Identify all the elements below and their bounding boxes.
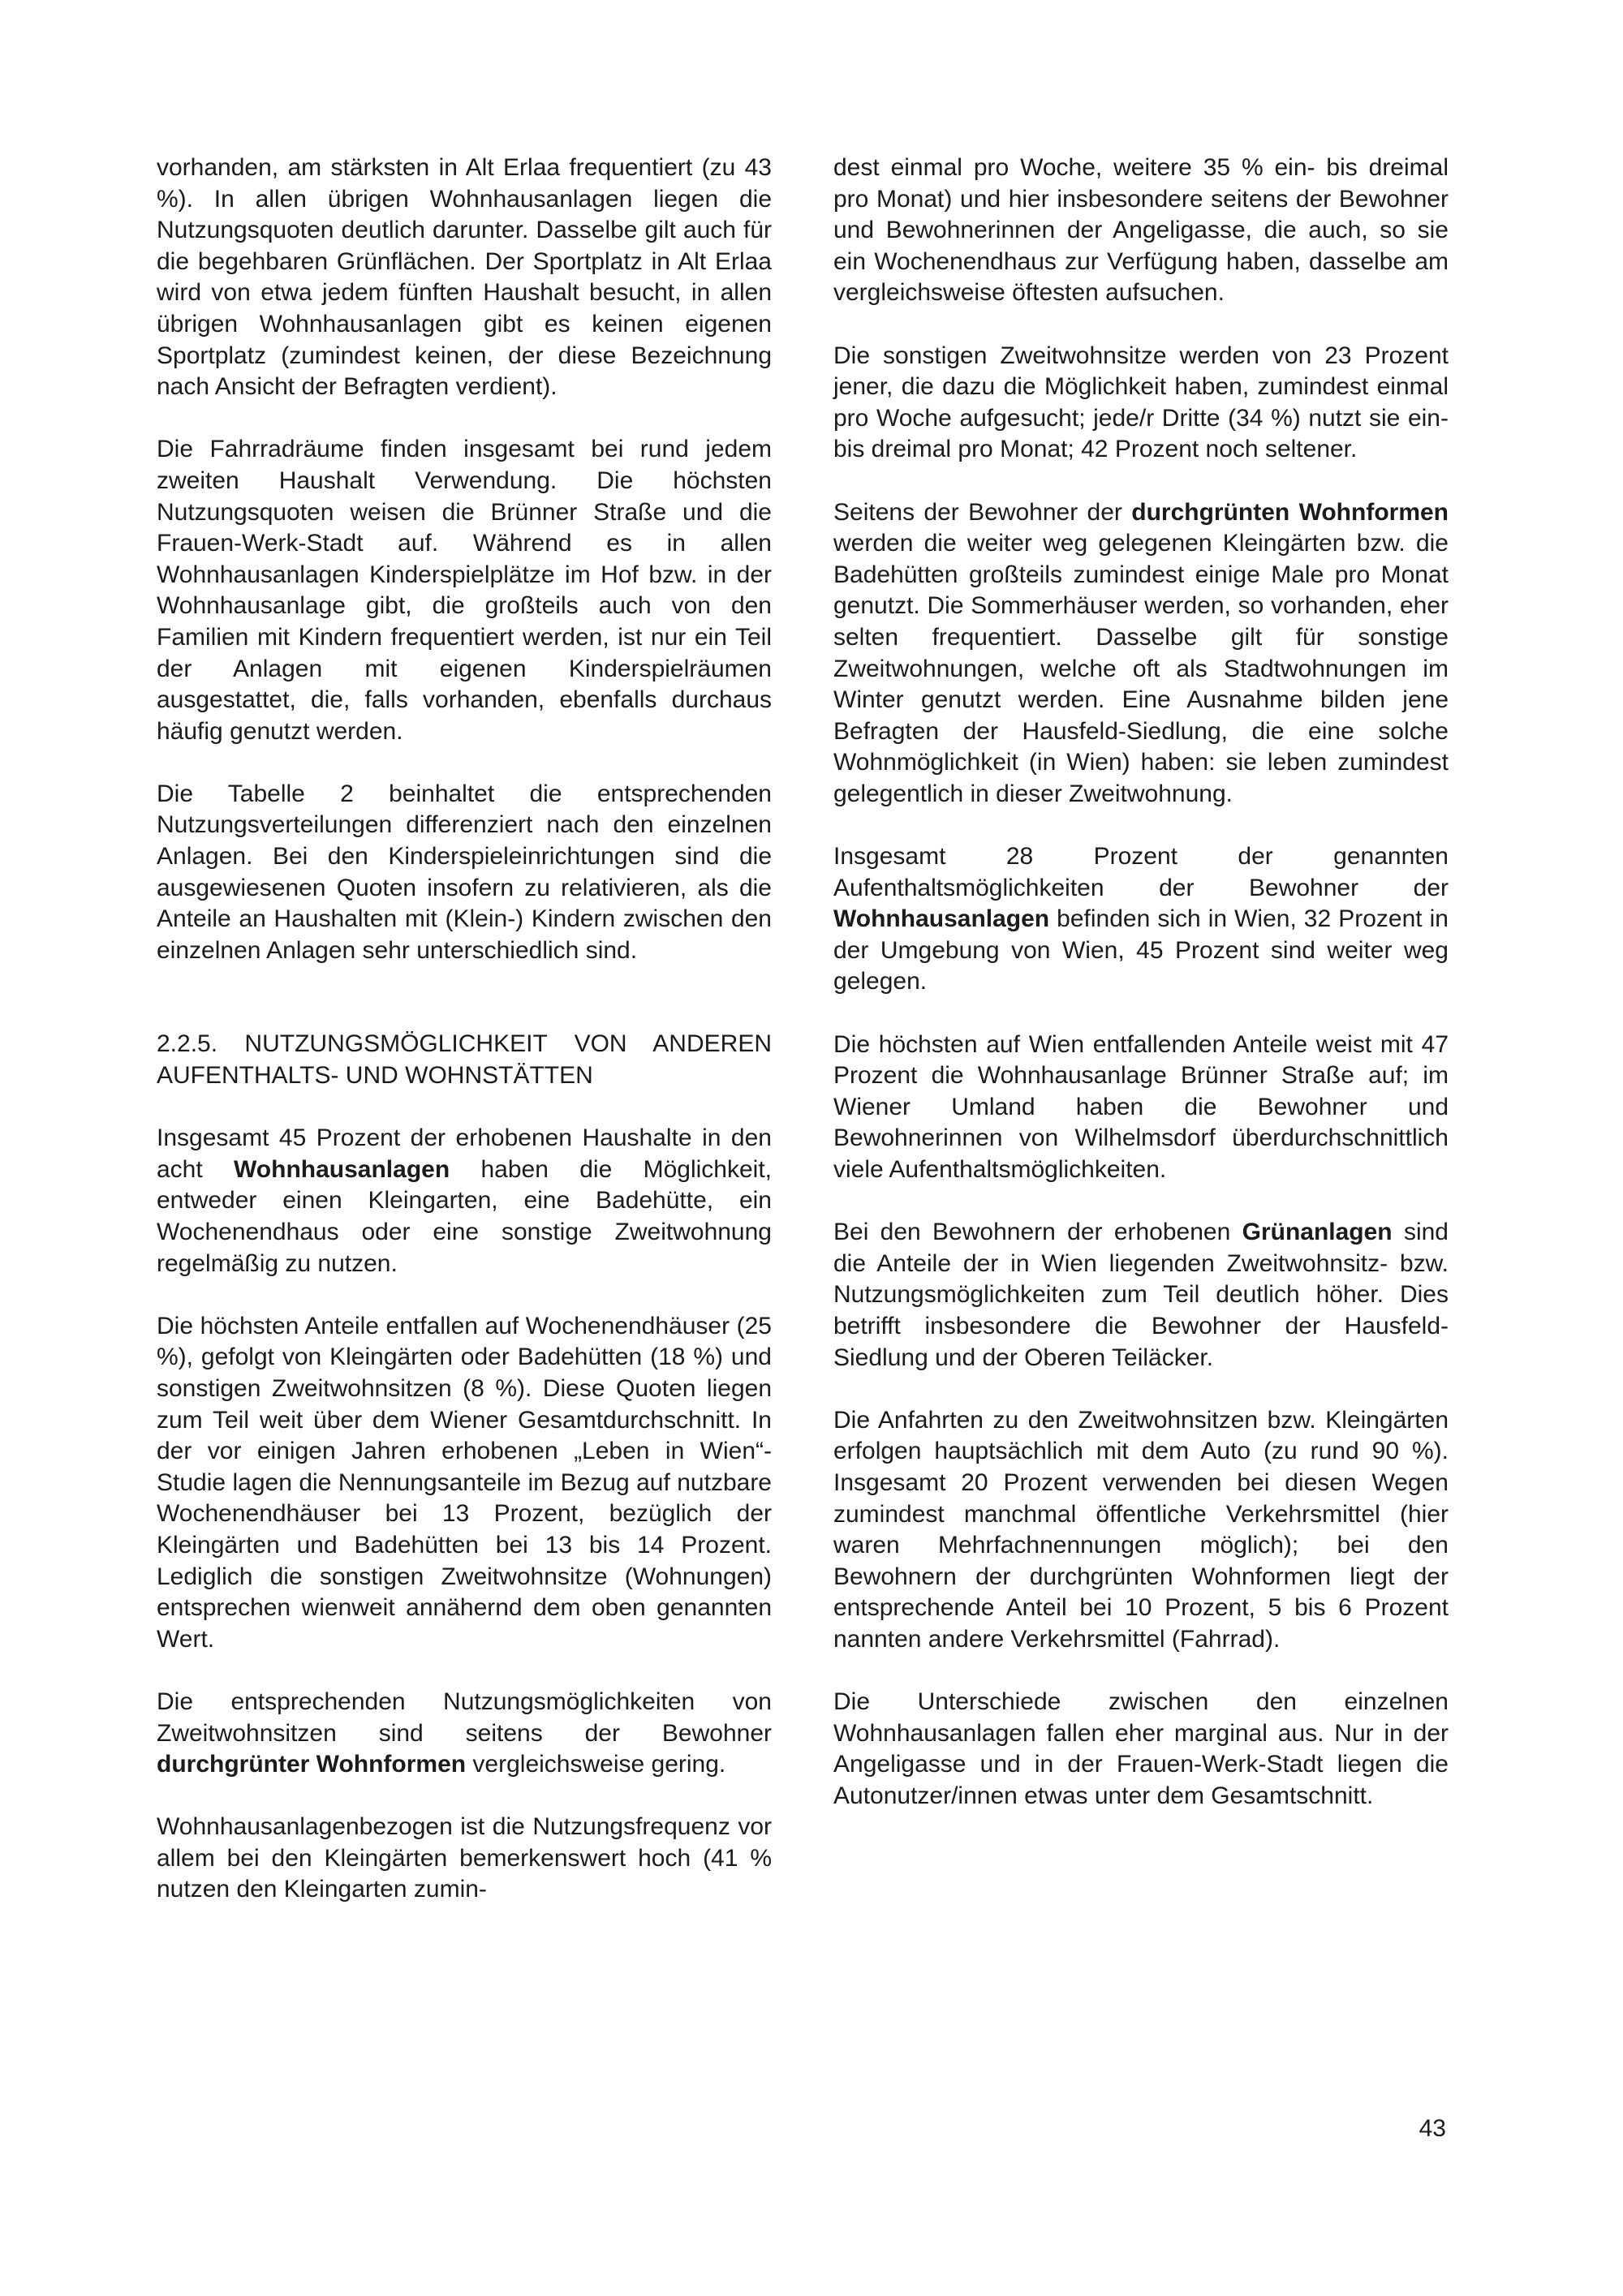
paragraph-text: Die entsprechenden Nutzungsmöglichkeiten von Zweitwohnsitzen sind seitens der Bewohner bbox=[157, 1688, 772, 1747]
paragraph: Die Fahrradräume finden insgesamt bei rund jedem zweiten Haushalt Verwendung. Die höchsten Nutzungsquoten weisen die Brünner Straße und die Frauen-Werk-Stadt auf. Während es in allen Wohnhausanlagen Kinderspielplätze im Hof bzw. in der Wohnhausanlage gibt, die großteils auch von den Familien mit Kindern frequentiert werden, ist nur ein Teil der Anlagen mit eigenen Kinderspielräumen ausgestattet, die, falls vorhanden, ebenfalls durchaus häufig genutzt werden. bbox=[157, 436, 772, 745]
paragraph: Die Tabelle 2 beinhaltet die entsprechenden Nutzungsverteilungen differenziert nach den einzelnen Anlagen. Bei den Kinderspieleinrichtungen sind die ausgewiesenen Quoten insofern zu relativieren, als die Anteile an Haushalten mit (Klein-) Kindern zwischen den einzelnen Anlagen sehr unterschiedlich sind. bbox=[157, 780, 772, 964]
paragraph: Die höchsten auf Wien entfallenden Anteile weist mit 47 Prozent die Wohnhausanlage Brünner Straße auf; im Wiener Umland haben die Bewohner und Bewohnerinnen von Wilhelmsdorf überdurchschnittlich viele Aufenthaltsmöglichkeiten. bbox=[833, 1030, 1449, 1183]
paragraph-text: Insgesamt 28 Prozent der genannten Aufenthaltsmöglichkeiten der Bewohner der bbox=[833, 843, 1449, 901]
paragraph bbox=[157, 1123, 772, 1279]
page-number: 43 bbox=[1419, 2115, 1446, 2142]
paragraph bbox=[157, 1687, 772, 1781]
paragraph: Die höchsten Anteile entfallen auf Wochenendhäuser (25 %), gefolgt von Kleingärten oder Badehütten (18 %) und sonstigen Zweitwohnsitzen (8 %). Diese Quoten liegen zum Teil weit über dem Wiener Gesamtdurchschnitt. In der vor einigen Jahren erhobenen „Leben in Wien“-Studie lagen die Nennungsanteile im Bezug auf nutzbare Wochenendhäuser bei 13 Prozent, bezüglich der Kleingärten und Badehütten bei 13 bis 14 Prozent. Lediglich die sonstigen Zweitwohnsitze (Wohnungen) entsprechen wienweit annähernd dem oben genannten Wert. bbox=[157, 1312, 772, 1653]
emphasis-text: Wohnhausanlagen bbox=[833, 905, 1050, 933]
paragraph-text: haben die Möglichkeit, entweder einen Kleingarten, eine Badehütte, ein Wochenendhaus oder eine sonstige Zweitwohnung regelmäßig zu nutzen. bbox=[157, 1155, 772, 1277]
paragraph: Die Unterschiede zwischen den einzelnen Wohnhausanlagen fallen eher marginal aus. Nur in der Angeligasse und in der Frauen-Werk-Stadt liegen die Autonutzer/innen etwas unter dem Gesamtschnitt. bbox=[833, 1688, 1449, 1809]
paragraph-text: werden die weiter weg gelegenen Kleingärten bzw. die Badehütten großteils zumindest einige Male pro Monat genutzt. Die Sommerhäuser werden, so vorhanden, eher selten frequentiert. Dasselbe gilt für sonstige Zweitwohnungen, welche oft als Stadtwohnungen im Winter genutzt werden. Eine Ausnahme bilden jene Befragten der Hausfeld-Siedlung, die eine solche Wohnmöglichkeit (in Wien) haben: sie leben zumindest gelegentlich in dieser Zweitwohnung. bbox=[833, 530, 1449, 807]
paragraph: vorhanden, am stärksten in Alt Erlaa frequentiert (zu 43 %). In allen übrigen Wohnhausanlagen liegen die Nutzungsquoten deutlich darunter. Dasselbe gilt auch für die begehbaren Grünflächen. Der Sportplatz in Alt Erlaa wird von etwa jedem fünften Haushalt besucht, in allen übrigen Wohnhausanlagen gibt es keinen eigenen Sportplatz (zumindest keinen, der diese Bezeichnung nach Ansicht der Befragten verdient). bbox=[157, 154, 772, 401]
paragraph bbox=[833, 841, 1449, 998]
emphasis-text: durchgrünten Wohnformen bbox=[1131, 498, 1449, 526]
right-column bbox=[833, 153, 1449, 1843]
paragraph bbox=[833, 1217, 1449, 1374]
paragraph-text: Insgesamt 45 Prozent der erhobenen Haushalte in den acht bbox=[157, 1124, 772, 1183]
paragraph: Wohnhausanlagenbezogen ist die Nutzungsfrequenz vor allem bei den Kleingärten bemerkenswert hoch (41 % nutzen den Kleingarten zumin- bbox=[157, 1813, 772, 1903]
paragraph bbox=[833, 497, 1449, 810]
paragraph-text: Seitens der Bewohner der bbox=[833, 498, 1132, 526]
paragraph-text: vergleichsweise gering. bbox=[466, 1751, 726, 1778]
paragraph-text: sind die Anteile der in Wien liegenden Zweitwohnsitz- bzw. Nutzungsmöglichkeiten zum Teil deutlich höher. Dies betrifft insbesondere die Bewohner der Hausfeld-Siedlung und der Oberen Teiläcker. bbox=[833, 1219, 1449, 1371]
section-heading: 2.2.5. NUTZUNGSMÖGLICHKEIT VON ANDEREN AUFENTHALTS- UND WOHNSTÄTTEN bbox=[157, 1030, 772, 1090]
paragraph: Die Anfahrten zu den Zweitwohnsitzen bzw. Kleingärten erfolgen hauptsächlich mit dem Auto (zu rund 90 %). Insgesamt 20 Prozent verwenden bei diesen Wegen zumindest manchmal öffentliche Verkehrsmittel (hier waren Mehrfachnennungen möglich); bei den Bewohnern der durchgrünten Wohnformen liegt der entsprechende Anteil bei 10 Prozent, 5 bis 6 Prozent nannten andere Verkehrsmittel (Fahrrad). bbox=[833, 1406, 1449, 1653]
emphasis-text: Grünanlagen bbox=[1242, 1219, 1393, 1246]
paragraph: dest einmal pro Woche, weitere 35 % ein- bis dreimal pro Monat) und hier insbesondere seitens der Bewohner und Bewohnerinnen der Angeligasse, die auch, so sie ein Wochenendhaus zur Verfügung haben, dasselbe am vergleichsweise öftesten aufsuchen. bbox=[833, 154, 1449, 307]
paragraph: Die sonstigen Zweitwohnsitze werden von 23 Prozent jener, die dazu die Möglichkeit haben, zumindest einmal pro Woche aufgesucht; jede/r Dritte (34 %) nutzt sie ein- bis dreimal pro Monat; 42 Prozent noch seltener. bbox=[833, 342, 1449, 463]
paragraph-text: befinden sich in Wien, 32 Prozent in der Umgebung von Wien, 45 Prozent sind weiter weg gelegen. bbox=[833, 905, 1449, 995]
paragraph-text: Bei den Bewohnern der erhobenen bbox=[833, 1219, 1242, 1246]
emphasis-text: Wohnhausanlagen bbox=[234, 1155, 450, 1183]
emphasis-text: durchgrünter Wohnformen bbox=[157, 1751, 467, 1778]
left-column bbox=[157, 153, 772, 1937]
